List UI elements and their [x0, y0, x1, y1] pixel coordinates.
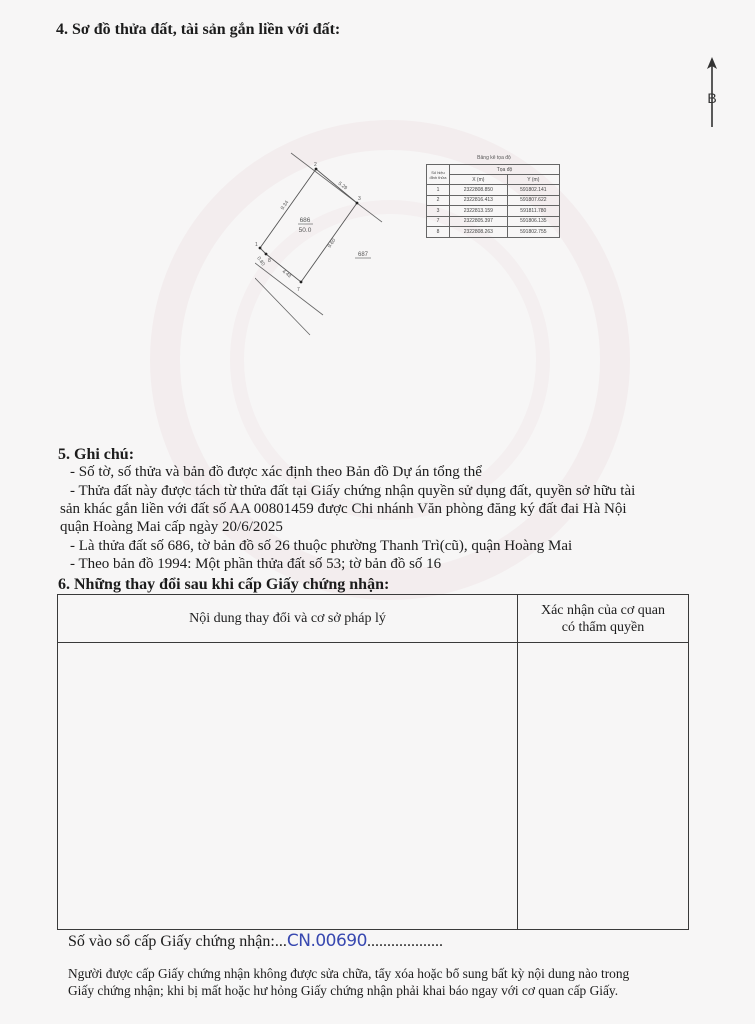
north-arrow-icon [700, 55, 724, 130]
registration-number-handwritten: CN.00690 [286, 931, 367, 951]
coordinate-table-block [426, 155, 562, 238]
section-5-title: 5. Ghi chú: [58, 446, 135, 463]
table-row: 8 2322808.263 591802.755 [427, 227, 560, 238]
note-line: - Thửa đất này được tách từ thửa đất tại Giấy chứng nhận quyền sử dụng đất, quyền sở hữu tài [70, 483, 636, 499]
svg-text:1: 1 [255, 242, 258, 248]
table-row: 1 2322808.850 591802.141 [427, 185, 560, 196]
svg-text:4.43: 4.43 [280, 268, 293, 280]
section-6-title: 6. Những thay đổi sau khi cấp Giấy chứng nhận: [58, 576, 390, 593]
changes-table [57, 594, 689, 930]
registration-trailing-dots: ................... [366, 933, 443, 950]
table-row: 7 2322805.397 591806.135 [427, 216, 560, 227]
svg-text:2: 2 [314, 162, 317, 168]
col-x: X (m) [450, 175, 508, 185]
note-line: sản khác gắn liền với đất số AA 00801459 được Chi nhánh Văn phòng đăng ký đất đai Hà Nội [60, 501, 627, 517]
col-point: Số hiệu đỉnh thửa [427, 165, 450, 185]
svg-text:5.29: 5.29 [336, 180, 349, 192]
authority-confirmation-cell [518, 643, 689, 930]
note-line: - Là thửa đất số 686, tờ bản đồ số 26 thuộc phường Thanh Trì(cũ), quận Hoàng Mai [70, 538, 573, 554]
note-line: - Số tờ, số thửa và bản đồ được xác định theo Bản đồ Dự án tổng thể [70, 464, 482, 480]
svg-text:50.0: 50.0 [298, 227, 312, 234]
registration-number-line [68, 931, 443, 951]
svg-text:3: 3 [358, 196, 361, 202]
svg-text:9.60: 9.60 [326, 237, 338, 250]
svg-text:0.80: 0.80 [255, 255, 266, 268]
change-content-cell [58, 643, 518, 930]
col-group: Tọa độ [450, 165, 560, 175]
col-y: Y (m) [507, 175, 559, 185]
north-label: B [707, 90, 717, 106]
section-4-title: 4. Sơ đồ thửa đất, tài sản gắn liền với đất: [56, 21, 341, 38]
parcel-diagram [255, 150, 425, 345]
svg-text:7: 7 [297, 287, 300, 293]
svg-text:687: 687 [357, 252, 369, 258]
coordinate-table-title: Bảng kê tọa độ [477, 155, 511, 161]
warning-text: Người được cấp Giấy chứng nhận không được sửa chữa, tẩy xóa hoặc bổ sung bất kỳ nội dung nào trong Giấy chứng nhận; khi bị mất hoặc hư hỏng Giấy chứng nhận phải khai báo ngay với cơ quan cấp Giấy. [68, 966, 630, 998]
col-authority-confirmation: Xác nhận của cơ quan có thẩm quyền [518, 595, 689, 643]
table-row: 2 2322816.413 591807.622 [427, 195, 560, 206]
coordinate-table [426, 164, 560, 238]
changes-table-body-row [58, 643, 689, 930]
table-row: 3 2322813.159 591811.780 [427, 206, 560, 217]
col-change-content: Nội dung thay đổi và cơ sở pháp lý [58, 595, 518, 643]
svg-text:686: 686 [299, 217, 311, 224]
registration-label: Số vào sổ cấp Giấy chứng nhận:... [68, 933, 287, 950]
svg-text:9.34: 9.34 [279, 199, 291, 212]
svg-text:8: 8 [268, 258, 271, 264]
note-line: - Theo bản đồ 1994: Một phần thửa đất số 53; tờ bản đồ số 16 [70, 556, 442, 572]
note-line: quận Hoàng Mai cấp ngày 20/6/2025 [60, 519, 283, 535]
